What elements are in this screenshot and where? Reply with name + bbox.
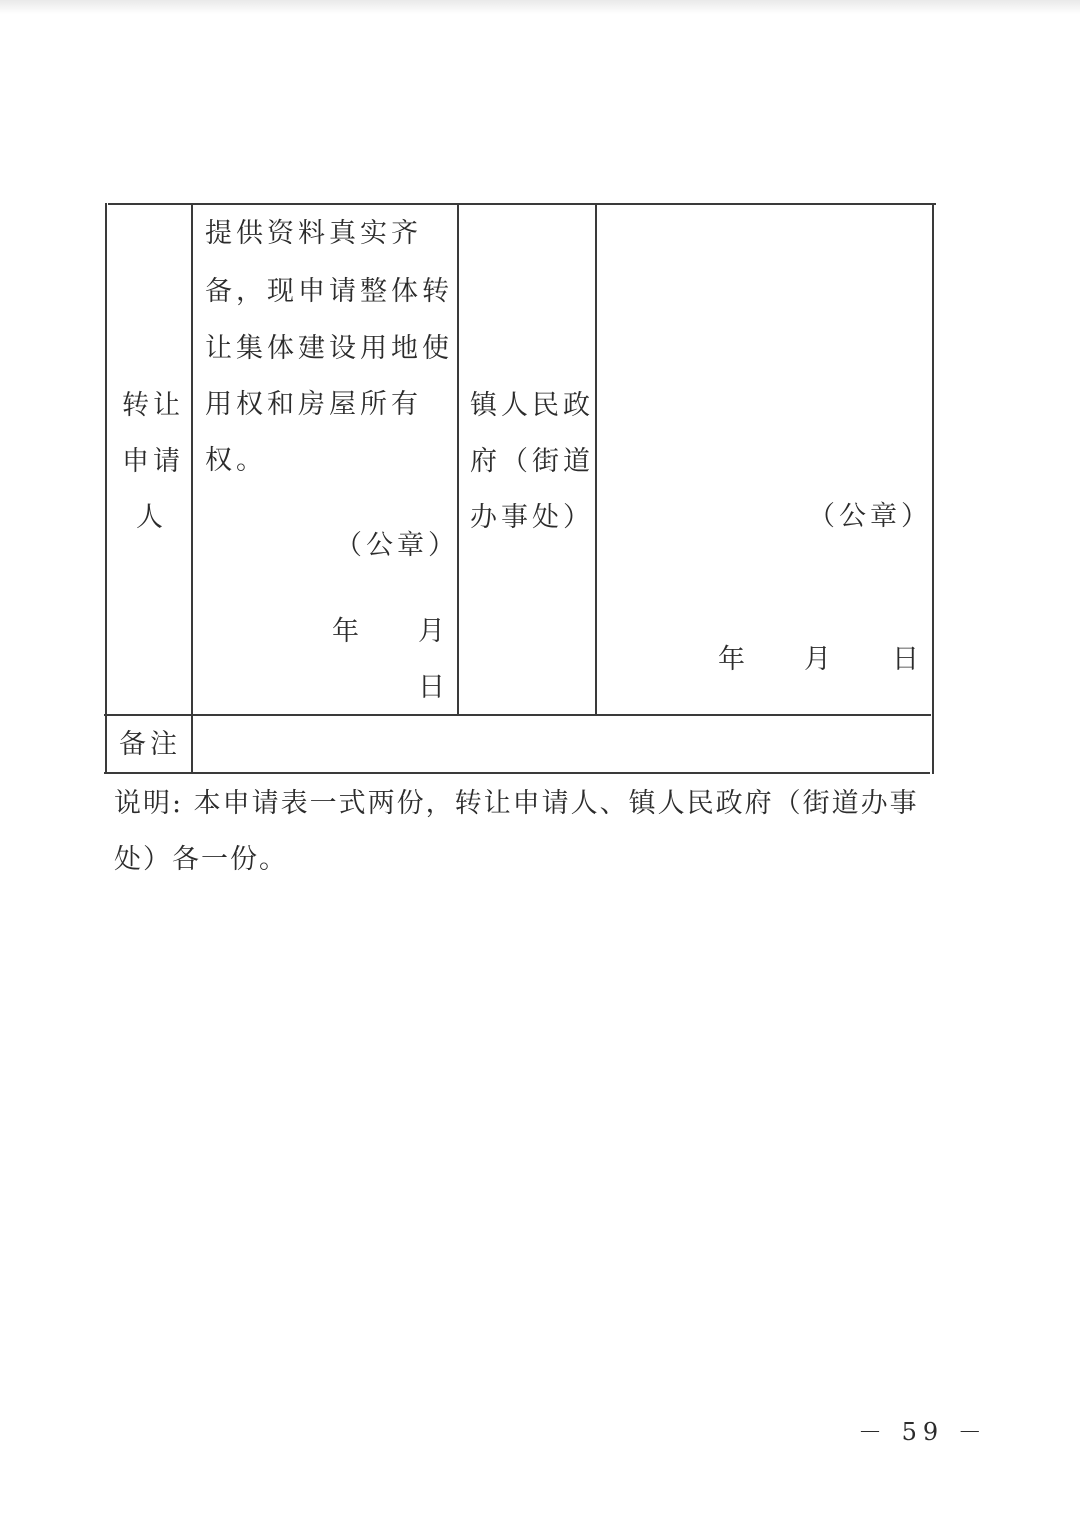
declaration-line-4: 用权和房屋所有 [205,389,422,420]
applicant-label-line-1: 转让 [122,390,184,421]
column-divider-3 [595,203,597,715]
explanation-note-line-1: 说明: 本申请表一式两份，转让申请人、镇人民政府（街道办事 [114,788,919,819]
explanation-note-line-2: 处）各一份。 [114,844,288,875]
page-number: － 59 － [858,1418,988,1446]
table-right-border [932,203,934,774]
scan-top-edge [0,0,1080,14]
gov-date-day: 日 [892,644,923,675]
declaration-line-2: 备，现申请整体转 [205,276,453,307]
applicant-date-month: 月 [418,616,449,647]
applicant-date-day: 日 [418,672,449,703]
remarks-label: 备注 [119,729,181,760]
table-top-border [108,203,936,205]
gov-label-line-2: 府（街道 [470,446,594,477]
gov-date-year: 年 [718,644,749,675]
table-bottom-border [104,772,930,774]
gov-label-line-1: 镇人民政 [470,390,594,421]
column-divider-2 [457,203,459,715]
declaration-line-3: 让集体建设用地使 [205,333,453,364]
remarks-row-divider [104,714,931,716]
table-left-border [105,203,107,774]
declaration-line-5: 权。 [205,445,267,476]
applicant-date-year: 年 [332,616,363,647]
gov-label-line-3: 办事处） [470,502,594,533]
column-divider-1 [191,203,193,774]
gov-seal: （公章） [808,501,932,532]
applicant-label-line-3: 人 [136,502,167,533]
gov-date-month: 月 [804,644,835,675]
declaration-line-1: 提供资料真实齐 [205,218,422,249]
applicant-label-line-2: 申请 [122,446,184,477]
applicant-seal: （公章） [335,530,459,561]
